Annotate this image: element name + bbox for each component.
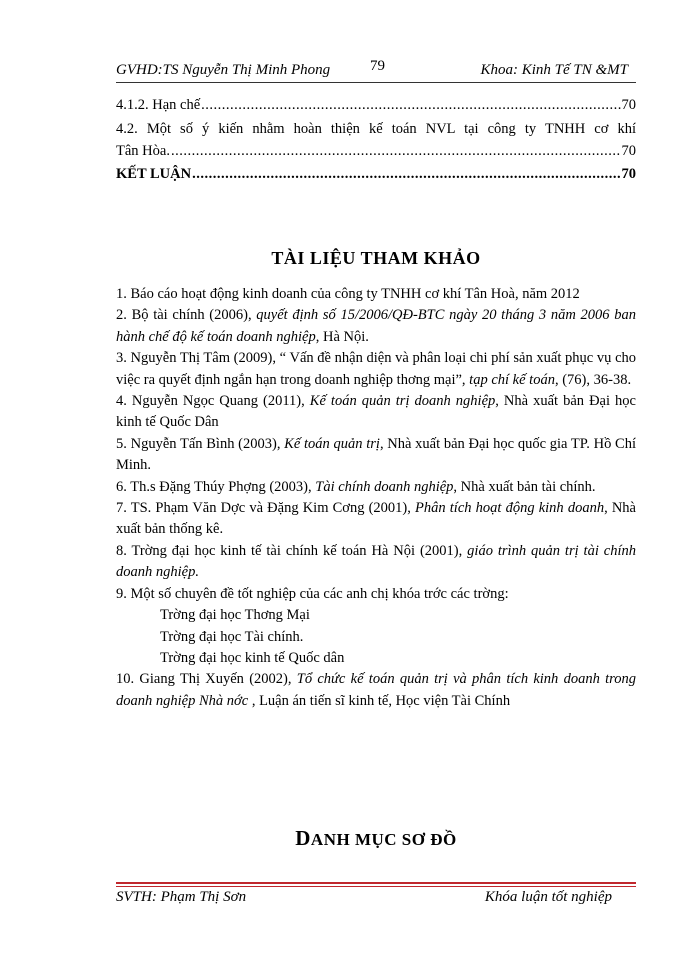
footer-rule xyxy=(116,882,636,884)
diagram-list-title xyxy=(116,826,636,851)
toc-entry-label: 4.1.2. Hạn chế xyxy=(116,97,201,113)
toc-entry-page: 70 xyxy=(621,97,636,113)
reference-item: 1. Báo cáo hoạt động kinh doanh của công ty TNHH cơ khí Tân Hoà, năm 2012 xyxy=(116,286,580,302)
reference-item: 4. Nguyễn Ngọc Quang (2011), Kế toán quản trị doanh nghiệp, Nhà xuất bản Đại học kinh tế Quốc Dân xyxy=(116,393,636,431)
reference-item: 6. Th.s Đặng Thúy Phợng (2003), Tài chính doanh nghiệp, Nhà xuất bản tài chính. xyxy=(116,478,596,495)
reference-item: 2. Bộ tài chính (2006), quyết định số 15/2006/QĐ-BTC ngày 20 tháng 3 năm 2006 ban hành chế độ kế toán doanh nghiệp, Hà Nội. xyxy=(116,307,636,345)
toc-entry[interactable] xyxy=(116,163,636,185)
header-rule xyxy=(116,82,636,83)
toc-leader xyxy=(192,163,620,185)
header-page-number: 79 xyxy=(370,58,385,74)
header-faculty: Khoa: Kinh Tế TN &MT xyxy=(480,62,628,78)
reference-subitem: Trờng đại học kinh tế Quốc dân xyxy=(160,649,345,666)
toc-leader xyxy=(201,94,620,116)
toc-leader xyxy=(171,140,621,162)
references-title: TÀI LIỆU THAM KHẢO xyxy=(271,248,481,268)
footer-student: SVTH: Phạm Thị Sơn xyxy=(116,889,247,905)
toc-entry-label: 4.2. Một số ý kiến nhằm hoàn thiện kế toán NVL tại công ty TNHH cơ khí xyxy=(116,121,636,137)
reference-subitem: Trờng đại học Thơng Mại xyxy=(160,607,310,624)
toc-entry[interactable] xyxy=(116,94,636,116)
reference-subitem: Trờng đại học Tài chính. xyxy=(160,628,304,645)
toc-entry-label-cont: Tân Hòa. xyxy=(116,143,170,159)
diagram-list-title-rest: ANH MỤC SƠ ĐỒ xyxy=(310,830,457,849)
toc-entry[interactable] xyxy=(116,118,636,162)
reference-item: 10. Giang Thị Xuyến (2002), Tổ chức kế toán quản trị và phân tích kinh doanh trong doanh nghiệp Nhà nớc , Luận án tiến sĩ kinh tế, Học viện Tài Chính xyxy=(116,671,636,709)
page-header xyxy=(116,58,636,82)
footer-thesis-label: Khóa luận tốt nghiệp xyxy=(484,889,612,905)
reference-item: 7. TS. Phạm Văn Dợc và Đặng Kim Cơng (2001), Phân tích hoạt động kinh doanh, Nhà xuất bản thống kê. xyxy=(116,500,636,538)
footer-rule-thin xyxy=(116,886,636,887)
toc-entry-page: 70 xyxy=(621,143,636,159)
toc-entry-page: 70 xyxy=(621,166,636,182)
reference-item: 9. Một số chuyên đề tốt nghiệp của các anh chị khóa trớc các trờng: xyxy=(116,585,509,602)
diagram-list-title-initial: D xyxy=(295,826,311,850)
reference-item: 5. Nguyễn Tấn Bình (2003), Kế toán quản trị, Nhà xuất bản Đại học quốc gia TP. Hồ Chí Minh. xyxy=(116,435,636,474)
header-supervisor: GVHD:TS Nguyễn Thị Minh Phong xyxy=(116,62,331,78)
reference-item: 3. Nguyễn Thị Tâm (2009), “ Vấn đề nhận diện và phân loại chi phí sản xuất phục vụ cho việc ra quyết định ngắn hạn trong doanh nghiệp thơng mại”, tạp chí kế toán, (76), 36-38. xyxy=(116,350,636,388)
references-list xyxy=(116,284,636,712)
reference-item: 8. Trờng đại học kinh tế tài chính kế toán Hà Nội (2001), giáo trình quản trị tài chính doanh nghiệp. xyxy=(116,542,636,581)
toc-entry-label: KẾT LUẬN xyxy=(116,166,192,182)
